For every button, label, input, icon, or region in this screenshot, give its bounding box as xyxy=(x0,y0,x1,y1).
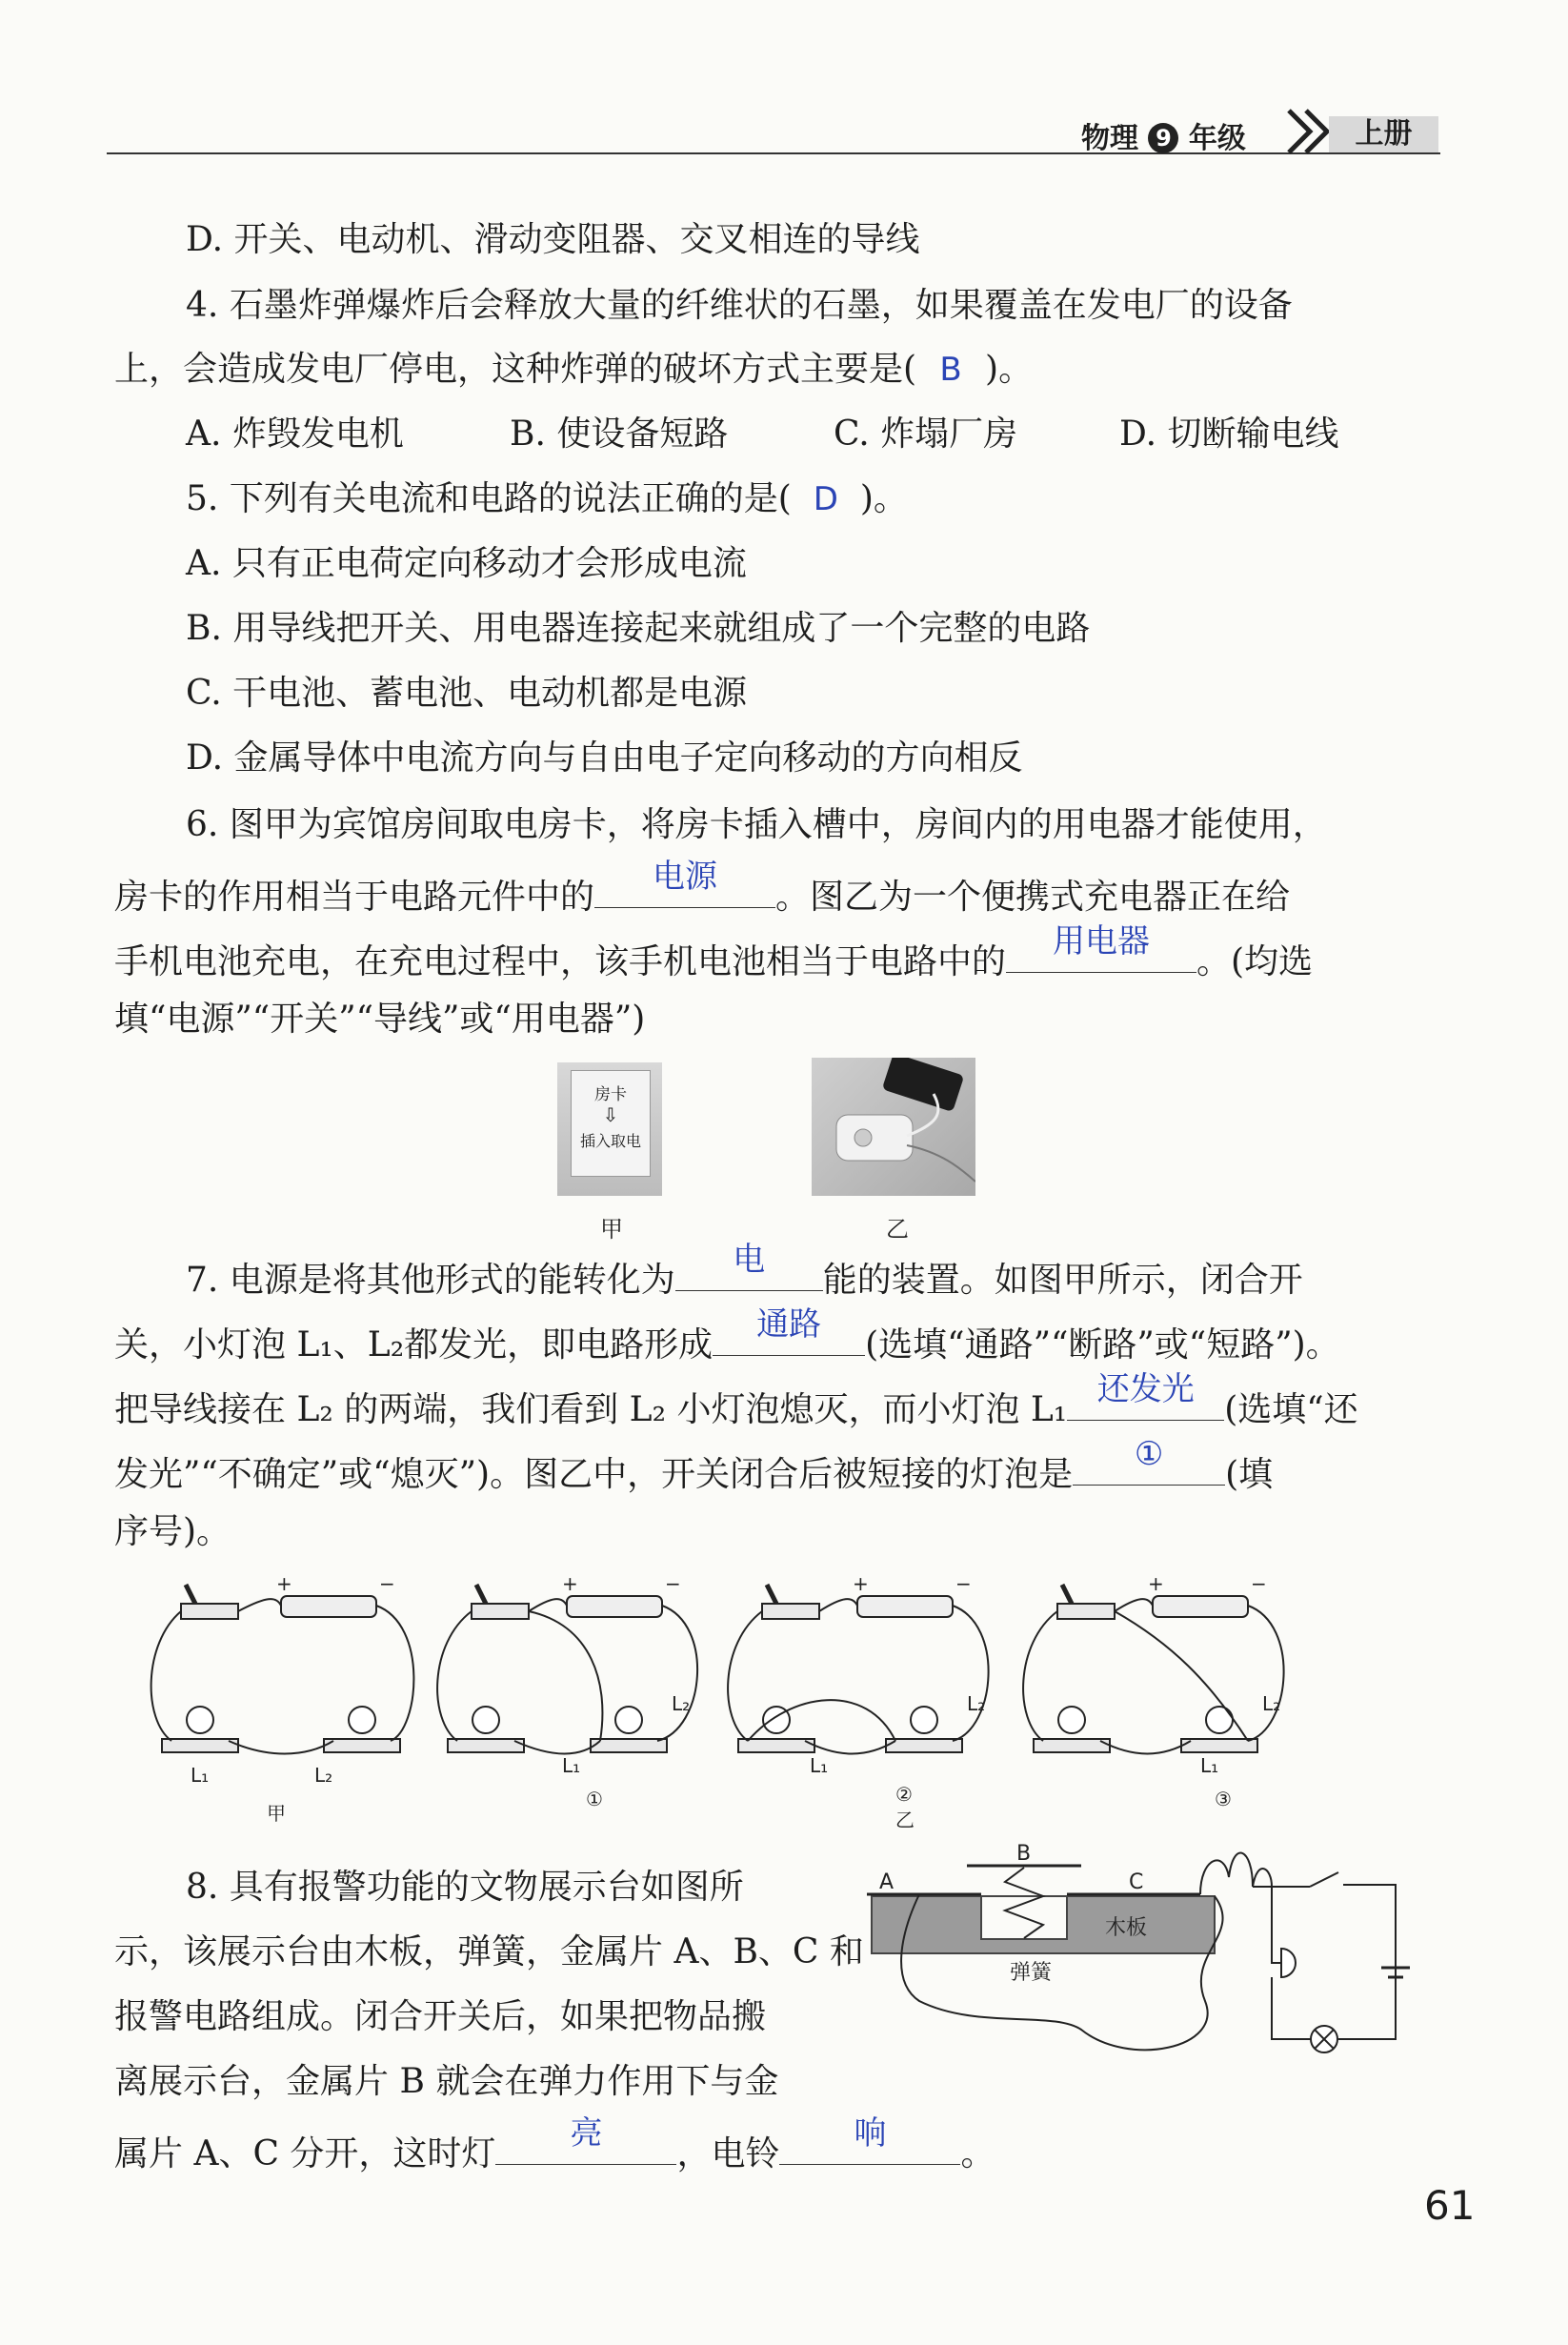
q7-circuit-figures xyxy=(143,1567,1429,1834)
q7-answer3: 还发光 xyxy=(1096,1370,1195,1408)
q6-line4: 填“电源”“开关”“导线”或“用电器”) xyxy=(114,1000,646,1039)
q7-line2 xyxy=(114,1305,1340,1370)
fig-a-l2: L₂ xyxy=(314,1764,333,1787)
circuit-figure-a xyxy=(151,1585,414,1754)
room-card xyxy=(571,1070,651,1177)
metal-a-label: A xyxy=(879,1870,895,1894)
fig-2-minus: − xyxy=(955,1572,972,1595)
fig-2-l2: L₂ xyxy=(967,1692,986,1715)
fig-a-minus: − xyxy=(379,1572,395,1595)
header-volume: 上册 xyxy=(1329,116,1438,152)
q7-line4-post: (填 xyxy=(1225,1455,1274,1494)
fig-3-number: ③ xyxy=(1215,1788,1232,1810)
arrow-down-icon: ⇩ xyxy=(602,1103,619,1126)
grade-badge: 9 xyxy=(1148,123,1178,153)
fig-2-plus: + xyxy=(853,1572,869,1595)
q6-blank2 xyxy=(1006,922,1196,973)
fig-2-caption: 乙 xyxy=(895,1809,915,1831)
fig-2-l1: L₁ xyxy=(810,1754,829,1777)
subject-text: 物理 xyxy=(1081,122,1138,155)
fig-3-l1: L₁ xyxy=(1200,1754,1219,1777)
q4-line2 xyxy=(114,345,1033,394)
q6-blank1 xyxy=(594,858,775,908)
q4-option-d: D. 切断输电线 xyxy=(1119,414,1339,454)
q5-option-b: B. 用导线把开关、用电器连接起来就组成了一个完整的电路 xyxy=(186,609,1091,648)
q6-line3 xyxy=(114,922,1314,987)
header-subject xyxy=(1081,114,1246,156)
q5-stem-end: )。 xyxy=(859,479,908,518)
q8-line5-mid: ，电铃 xyxy=(676,2134,780,2173)
fig-1-l1: L₁ xyxy=(562,1754,581,1777)
fig-2-number: ② xyxy=(895,1783,913,1806)
fig-a-l1: L₁ xyxy=(191,1764,210,1787)
q7-line3-pre: 把导线接在 L₂ 的两端，我们看到 L₂ 小灯泡熄灭，而小灯泡 L₁ xyxy=(114,1390,1068,1429)
q8-line4: 离展示台，金属片 B 就会在弹力作用下与金 xyxy=(114,2062,779,2101)
q4-option-c: C. 炸塌厂房 xyxy=(834,414,1018,454)
q6-line1: 6. 图甲为宾馆房间取电房卡，将房卡插入槽中，房间内的用电器才能使用， xyxy=(186,805,1327,844)
q6-line2 xyxy=(114,858,1291,922)
metal-b-label: B xyxy=(1016,1842,1032,1866)
q4-stem: 上，会造成发电厂停电，这种炸弹的破坏方式主要是( xyxy=(114,350,917,389)
q7-line1 xyxy=(186,1241,1303,1305)
q7-answer1: 电 xyxy=(733,1241,766,1279)
circuit-figure-1 xyxy=(437,1585,697,1754)
q8-blank2 xyxy=(779,2114,960,2165)
fig-a-caption: 甲 xyxy=(267,1802,286,1825)
card-top-label: 房卡 xyxy=(594,1085,627,1104)
q7-blank2 xyxy=(713,1305,865,1356)
q7-line1-post: 能的装置。如图甲所示，闭合开 xyxy=(822,1261,1303,1300)
fig-1-plus: + xyxy=(562,1572,578,1595)
fig-3-minus: − xyxy=(1251,1572,1267,1595)
charger-illustration xyxy=(812,1058,975,1196)
grade-suffix: 年级 xyxy=(1188,122,1246,155)
q7-answer2: 通路 xyxy=(756,1305,822,1344)
q5-option-a: A. 只有正电荷定向移动才会形成电流 xyxy=(186,544,747,583)
q8-alarm-circuit xyxy=(862,1839,1434,2087)
q7-line3-post: (选填“还 xyxy=(1224,1390,1358,1429)
q7-line4-pre: 发光”“不确定”或“熄灭”)。图乙中，开关闭合后被短接的灯泡是 xyxy=(114,1455,1074,1494)
card-bottom-label: 插入取电 xyxy=(579,1132,641,1150)
q8-blank1 xyxy=(495,2114,676,2165)
fig-3-plus: + xyxy=(1148,1572,1164,1595)
spring-label: 弹簧 xyxy=(1010,1961,1053,1985)
q8-line5-post: 。 xyxy=(960,2134,995,2173)
q7-line3 xyxy=(114,1370,1358,1435)
board-label: 木板 xyxy=(1105,1916,1148,1940)
q8-line5 xyxy=(114,2114,995,2179)
q6-line2-pre: 房卡的作用相当于电路元件中的 xyxy=(114,878,595,917)
q7-line2-pre: 关，小灯泡 L₁、L₂都发光，即电路形成 xyxy=(114,1325,714,1365)
q4-option-b: B. 使设备短路 xyxy=(510,414,729,454)
q7-blank3 xyxy=(1067,1370,1224,1421)
q6-line3-post: 。(均选 xyxy=(1196,942,1314,981)
q7-line4 xyxy=(114,1435,1274,1500)
metal-c-label: C xyxy=(1129,1870,1144,1894)
q7-answer4: ① xyxy=(1134,1435,1164,1473)
q6-answer1: 电源 xyxy=(653,858,718,896)
q8-line3: 报警电路组成。闭合开关后，如果把物品搬 xyxy=(114,1997,767,2036)
fig-1-minus: − xyxy=(665,1572,681,1595)
q4-answer: B xyxy=(939,351,962,389)
page-number: 61 xyxy=(1424,2182,1476,2229)
q7-blank1 xyxy=(675,1241,823,1291)
q7-line2-post: (选填“通路”“断路”或“短路”)。 xyxy=(865,1325,1340,1365)
q6-line2-post: 。图乙为一个便携式充电器正在给 xyxy=(775,878,1291,917)
q5-stem xyxy=(186,475,908,524)
circuit-figure-3 xyxy=(1023,1585,1284,1754)
q6-caption-b: 乙 xyxy=(886,1216,909,1243)
q8-answer2: 响 xyxy=(854,2114,887,2153)
q8-line5-pre: 属片 A、C 分开，这时灯 xyxy=(114,2134,496,2173)
q7-line1-pre: 7. 电源是将其他形式的能转化为 xyxy=(186,1261,675,1300)
q4-option-a: A. 炸毁发电机 xyxy=(186,414,404,454)
q6-answer2: 用电器 xyxy=(1053,922,1151,960)
q5-stem-text: 5. 下列有关电流和电路的说法正确的是( xyxy=(186,479,792,518)
q6-caption-a: 甲 xyxy=(600,1216,623,1243)
q7-blank4 xyxy=(1073,1435,1225,1486)
charger-photo xyxy=(812,1058,975,1196)
q5-option-c: C. 干电池、蓄电池、电动机都是电源 xyxy=(186,674,748,713)
q5-option-d: D. 金属导体中电流方向与自由电子定向移动的方向相反 xyxy=(186,738,1023,778)
q7-line5: 序号)。 xyxy=(114,1512,231,1551)
q3-option-d: D. 开关、电动机、滑动变阻器、交叉相连的导线 xyxy=(186,220,920,259)
circuit-figure-2 xyxy=(728,1585,989,1754)
q8-answer1: 亮 xyxy=(570,2114,603,2153)
q4-stem-end: )。 xyxy=(985,350,1034,389)
q8-line1: 8. 具有报警功能的文物展示台如图所 xyxy=(186,1868,744,1907)
q5-answer: D xyxy=(813,480,838,518)
fig-1-number: ① xyxy=(586,1788,603,1810)
page-header xyxy=(0,105,1568,162)
q4-line1: 4. 石墨炸弹爆炸后会释放大量的纤维状的石墨，如果覆盖在发电厂的设备 xyxy=(186,286,1293,325)
q8-line2: 示，该展示台由木板，弹簧，金属片 A、B、C 和 xyxy=(114,1932,864,1971)
fig-1-l2: L₂ xyxy=(672,1692,691,1715)
fig-a-plus: + xyxy=(276,1572,292,1595)
room-card-photo xyxy=(557,1062,662,1196)
fig-3-l2: L₂ xyxy=(1262,1692,1281,1715)
q6-line3-pre: 手机电池充电，在充电过程中，该手机电池相当于电路中的 xyxy=(114,942,1007,981)
